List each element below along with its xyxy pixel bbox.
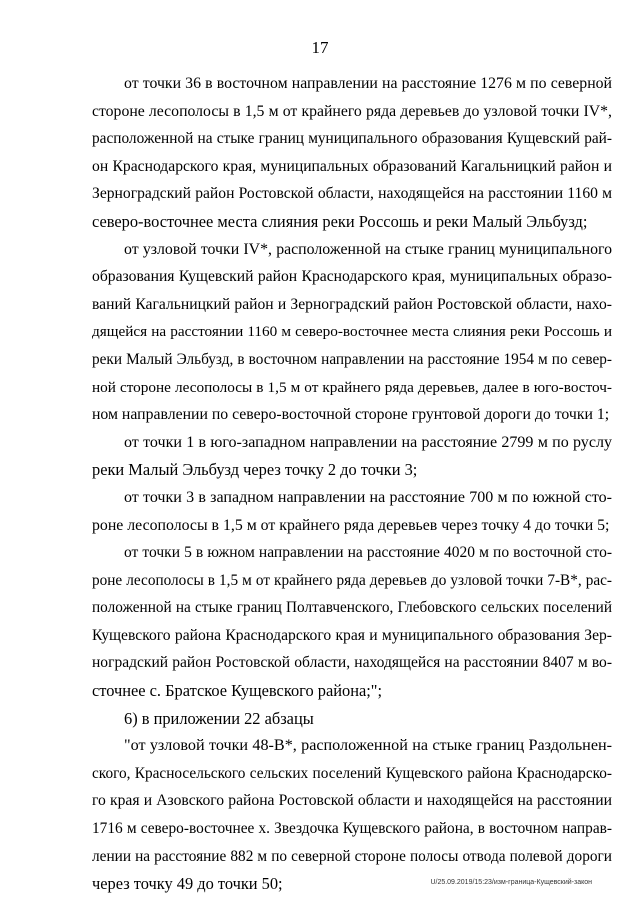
text-line: лении на расстояние 882 м по северной стороне полосы отвода полевой дороги bbox=[92, 847, 612, 865]
text-line: положенной на стыке границ Полтавченского, Глебовского сельских поселений bbox=[92, 599, 612, 617]
text-line: расположенной на стыке границ муниципального образования Кущевский рай- bbox=[92, 130, 612, 148]
text-line: дящейся на расстоянии 1160 м северо-восточнее места слияния реки Россошь и bbox=[92, 323, 612, 341]
text-line: реки Малый Эльбузд, в восточном направлении на расстояние 1954 м по север- bbox=[92, 350, 612, 368]
text-line: ном направлении по северо-восточной стороне грунтовой дороги до точки 1; bbox=[92, 406, 610, 424]
text-line: от точки 1 в юго-западном направлении на расстояние 2799 м по руслу bbox=[124, 433, 612, 451]
paragraph bbox=[92, 705, 612, 733]
text-line: реки Малый Эльбузд через точку 2 до точки 3; bbox=[92, 460, 418, 480]
text-line: от точки 3 в западном направлении на расстояние 700 м по южной сто- bbox=[124, 488, 612, 506]
text-line: от точки 5 в южном направлении на расстояние 4020 м по восточной сто- bbox=[124, 544, 612, 562]
document-body bbox=[92, 70, 612, 898]
text-line: ского, Красносельского сельских поселений Кущевского района Краснодарско- bbox=[92, 764, 612, 782]
text-line: сточнее с. Братское Кущевского района;"; bbox=[92, 681, 383, 701]
text-line: роне лесополосы в 1,5 м от крайнего ряда деревьев до узловой точки 7-В*, рас- bbox=[92, 571, 612, 589]
text-line: образования Кущевский район Краснодарского края, муниципальных образо- bbox=[92, 268, 612, 286]
paragraph bbox=[92, 70, 612, 236]
paragraph bbox=[92, 236, 612, 429]
text-line: 1716 м северо-восточнее х. Звездочка Кущевского района, в восточном направ- bbox=[92, 820, 612, 838]
paragraph bbox=[92, 429, 612, 484]
text-line: 6) в приложении 22 абзацы bbox=[124, 708, 314, 728]
text-line: он Краснодарского края, муниципальных образований Кагальницкий район и bbox=[92, 157, 612, 175]
paragraph bbox=[92, 484, 612, 539]
text-line: стороне лесополосы в 1,5 м от крайнего ряда деревьев до узловой точки IV*, bbox=[92, 102, 612, 120]
footer-file-stamp: U/25.09.2019/15:23/изм-граница-Кущевский-закон bbox=[430, 879, 592, 886]
text-line: го края и Азовского района Ростовской области и находящейся на расстоянии bbox=[92, 792, 612, 810]
text-line: ноградский район Ростовской области, находящейся на расстоянии 8407 м во- bbox=[92, 654, 612, 672]
text-line: ваний Кагальницкий район и Зерноградский район Ростовской области, нахо- bbox=[92, 295, 612, 313]
text-line: северо-восточнее места слияния реки Россошь и реки Малый Эльбузд; bbox=[92, 211, 588, 231]
paragraph bbox=[92, 539, 612, 705]
text-line: "от узловой точки 48-В*, расположенной на стыке границ Раздольнен- bbox=[124, 737, 612, 755]
text-line: ной стороне лесополосы в 1,5 м от крайнего ряда деревьев, далее в юго-восточ- bbox=[92, 378, 612, 396]
text-line: Кущевского района Краснодарского края и муниципального образования Зер- bbox=[92, 626, 612, 644]
text-line: через точку 49 до точки 50; bbox=[92, 874, 283, 894]
text-line: роне лесополосы в 1,5 м от крайнего ряда деревьев через точку 4 до точки 5; bbox=[92, 516, 610, 534]
text-line: от точки 36 в восточном направлении на расстояние 1276 м по северной bbox=[124, 75, 612, 92]
paragraph bbox=[92, 732, 612, 898]
text-line: Зерноградский район Ростовской области, находящейся на расстоянии 1160 м bbox=[92, 185, 612, 203]
text-line: от узловой точки IV*, расположенной на стыке границ муниципального bbox=[124, 240, 612, 258]
page-number: 17 bbox=[311, 38, 329, 57]
